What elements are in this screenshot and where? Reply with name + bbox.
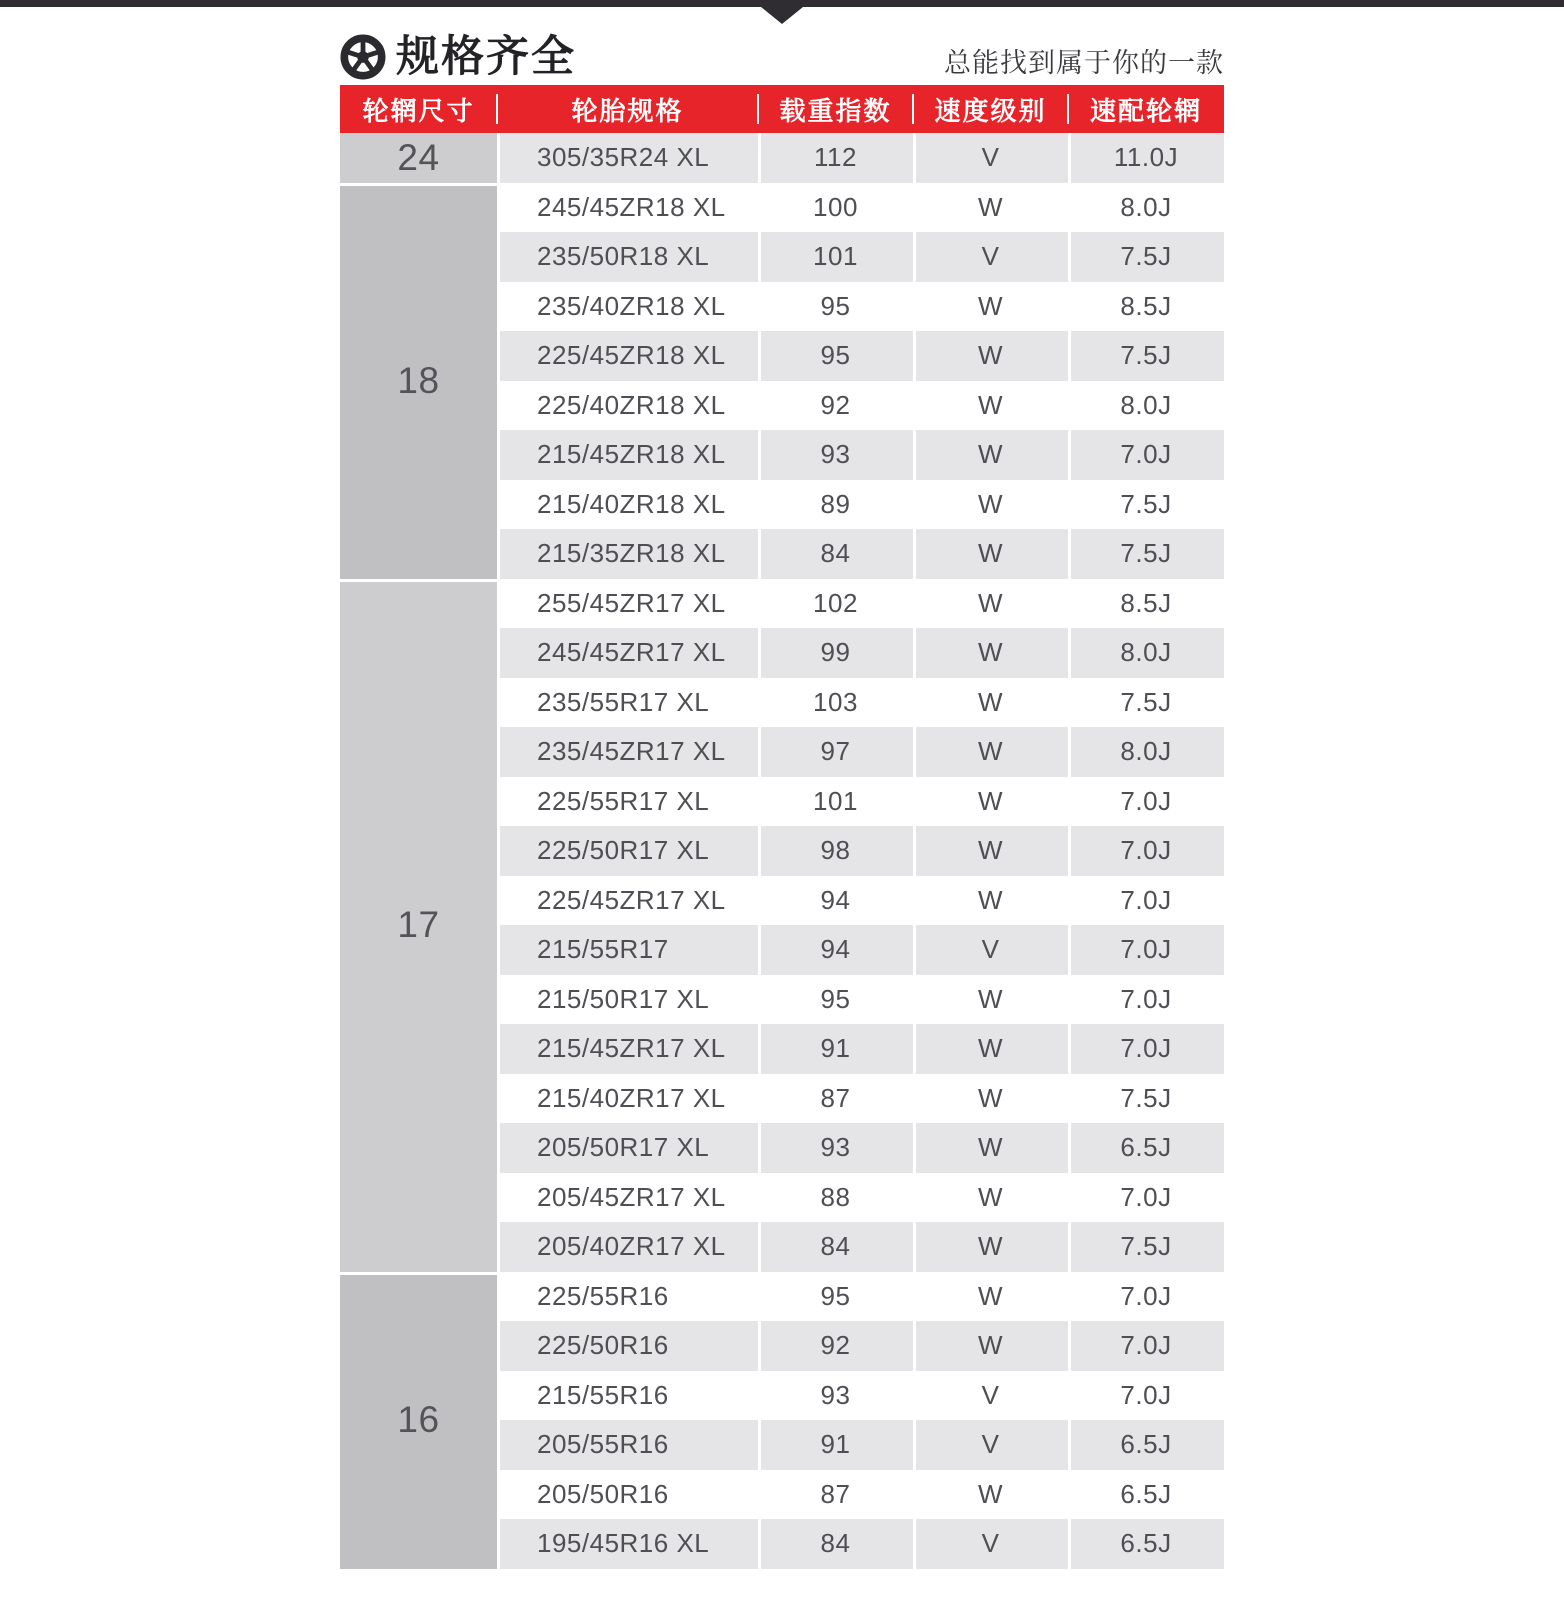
rim-match-cell: 6.5J bbox=[1068, 1519, 1224, 1569]
rim-size-cell: 16 bbox=[340, 1272, 497, 1569]
tire-spec-cell: 235/50R18 XL bbox=[497, 232, 758, 282]
speed-rating-cell: W bbox=[913, 1123, 1068, 1173]
speed-rating-cell: W bbox=[913, 777, 1068, 827]
tire-spec-cell: 205/40ZR17 XL bbox=[497, 1222, 758, 1272]
rim-match-cell: 7.0J bbox=[1068, 876, 1224, 926]
speed-rating-cell: W bbox=[913, 1272, 1068, 1322]
rim-size-cell: 17 bbox=[340, 579, 497, 1272]
tire-spec-cell: 225/45ZR17 XL bbox=[497, 876, 758, 926]
tire-spec-cell: 215/55R17 bbox=[497, 925, 758, 975]
rim-match-cell: 8.0J bbox=[1068, 727, 1224, 777]
tire-spec-cell: 215/35ZR18 XL bbox=[497, 529, 758, 579]
tire-spec-cell: 225/55R16 bbox=[497, 1272, 758, 1322]
rim-match-cell: 7.0J bbox=[1068, 1272, 1224, 1322]
load-index-cell: 92 bbox=[758, 1321, 913, 1371]
tire-spec-cell: 205/55R16 bbox=[497, 1420, 758, 1470]
tire-spec-cell: 195/45R16 XL bbox=[497, 1519, 758, 1569]
load-index-cell: 101 bbox=[758, 777, 913, 827]
table-header-row bbox=[340, 85, 1224, 133]
table-row bbox=[340, 183, 1224, 233]
load-index-cell: 89 bbox=[758, 480, 913, 530]
speed-rating-cell: V bbox=[913, 1371, 1068, 1421]
load-index-cell: 87 bbox=[758, 1470, 913, 1520]
rim-match-cell: 7.0J bbox=[1068, 925, 1224, 975]
tire-spec-cell: 225/50R16 bbox=[497, 1321, 758, 1371]
rim-match-cell: 11.0J bbox=[1068, 133, 1224, 183]
speed-rating-cell: W bbox=[913, 826, 1068, 876]
speed-rating-cell: V bbox=[913, 232, 1068, 282]
rim-match-cell: 7.0J bbox=[1068, 777, 1224, 827]
spec-table bbox=[340, 133, 1224, 1569]
rim-match-cell: 7.5J bbox=[1068, 1222, 1224, 1272]
rim-match-cell: 7.0J bbox=[1068, 430, 1224, 480]
speed-rating-cell: W bbox=[913, 1470, 1068, 1520]
tire-spec-cell: 215/40ZR18 XL bbox=[497, 480, 758, 530]
load-index-cell: 91 bbox=[758, 1024, 913, 1074]
speed-rating-cell: W bbox=[913, 1024, 1068, 1074]
speed-rating-cell: W bbox=[913, 678, 1068, 728]
rim-match-cell: 6.5J bbox=[1068, 1123, 1224, 1173]
load-index-cell: 84 bbox=[758, 1222, 913, 1272]
tire-spec-cell: 225/45ZR18 XL bbox=[497, 331, 758, 381]
column-header-rim-size: 轮辋尺寸 bbox=[340, 85, 497, 133]
rim-match-cell: 7.5J bbox=[1068, 1074, 1224, 1124]
load-index-cell: 100 bbox=[758, 183, 913, 233]
rim-match-cell: 8.5J bbox=[1068, 579, 1224, 629]
table-row bbox=[340, 133, 1224, 183]
speed-rating-cell: W bbox=[913, 282, 1068, 332]
speed-rating-cell: W bbox=[913, 1321, 1068, 1371]
load-index-cell: 102 bbox=[758, 579, 913, 629]
load-index-cell: 97 bbox=[758, 727, 913, 777]
speed-rating-cell: W bbox=[913, 975, 1068, 1025]
load-index-cell: 93 bbox=[758, 1371, 913, 1421]
speed-rating-cell: W bbox=[913, 1173, 1068, 1223]
load-index-cell: 87 bbox=[758, 1074, 913, 1124]
speed-rating-cell: W bbox=[913, 331, 1068, 381]
rim-match-cell: 7.5J bbox=[1068, 678, 1224, 728]
load-index-cell: 88 bbox=[758, 1173, 913, 1223]
table-row bbox=[340, 1272, 1224, 1322]
speed-rating-cell: W bbox=[913, 579, 1068, 629]
rim-match-cell: 7.5J bbox=[1068, 232, 1224, 282]
speed-rating-cell: V bbox=[913, 133, 1068, 183]
rim-size-cell: 18 bbox=[340, 183, 497, 579]
tire-spec-cell: 205/50R16 bbox=[497, 1470, 758, 1520]
tire-spec-cell: 305/35R24 XL bbox=[497, 133, 758, 183]
page-title: 规格齐全 bbox=[396, 33, 576, 81]
speed-rating-cell: V bbox=[913, 1420, 1068, 1470]
tire-spec-cell: 215/50R17 XL bbox=[497, 975, 758, 1025]
speed-rating-cell: V bbox=[913, 925, 1068, 975]
load-index-cell: 101 bbox=[758, 232, 913, 282]
tire-spec-cell: 215/45ZR18 XL bbox=[497, 430, 758, 480]
tire-spec-cell: 225/50R17 XL bbox=[497, 826, 758, 876]
load-index-cell: 98 bbox=[758, 826, 913, 876]
rim-match-cell: 7.0J bbox=[1068, 826, 1224, 876]
speed-rating-cell: W bbox=[913, 381, 1068, 431]
speed-rating-cell: W bbox=[913, 529, 1068, 579]
rim-match-cell: 7.5J bbox=[1068, 480, 1224, 530]
tire-spec-cell: 255/45ZR17 XL bbox=[497, 579, 758, 629]
rim-match-cell: 6.5J bbox=[1068, 1470, 1224, 1520]
load-index-cell: 84 bbox=[758, 529, 913, 579]
speed-rating-cell: V bbox=[913, 1519, 1068, 1569]
load-index-cell: 92 bbox=[758, 381, 913, 431]
rim-match-cell: 8.0J bbox=[1068, 628, 1224, 678]
load-index-cell: 95 bbox=[758, 975, 913, 1025]
tire-spec-cell: 245/45ZR18 XL bbox=[497, 183, 758, 233]
speed-rating-cell: W bbox=[913, 1222, 1068, 1272]
tire-spec-cell: 215/55R16 bbox=[497, 1371, 758, 1421]
load-index-cell: 91 bbox=[758, 1420, 913, 1470]
load-index-cell: 112 bbox=[758, 133, 913, 183]
tire-spec-cell: 225/55R17 XL bbox=[497, 777, 758, 827]
table-row bbox=[340, 579, 1224, 629]
speed-rating-cell: W bbox=[913, 430, 1068, 480]
load-index-cell: 94 bbox=[758, 876, 913, 926]
rim-match-cell: 7.0J bbox=[1068, 975, 1224, 1025]
rim-match-cell: 7.0J bbox=[1068, 1024, 1224, 1074]
tire-spec-cell: 225/40ZR18 XL bbox=[497, 381, 758, 431]
load-index-cell: 95 bbox=[758, 1272, 913, 1322]
section-header bbox=[340, 31, 1224, 83]
tire-spec-cell: 235/45ZR17 XL bbox=[497, 727, 758, 777]
tire-spec-cell: 235/40ZR18 XL bbox=[497, 282, 758, 332]
column-header-speed-rating: 速度级别 bbox=[913, 85, 1068, 133]
wheel-icon bbox=[340, 34, 386, 80]
tire-spec-cell: 205/45ZR17 XL bbox=[497, 1173, 758, 1223]
tire-spec-cell: 215/45ZR17 XL bbox=[497, 1024, 758, 1074]
rim-match-cell: 8.0J bbox=[1068, 381, 1224, 431]
rim-match-cell: 7.0J bbox=[1068, 1371, 1224, 1421]
load-index-cell: 99 bbox=[758, 628, 913, 678]
speed-rating-cell: W bbox=[913, 1074, 1068, 1124]
speed-rating-cell: W bbox=[913, 628, 1068, 678]
rim-match-cell: 7.0J bbox=[1068, 1321, 1224, 1371]
load-index-cell: 95 bbox=[758, 331, 913, 381]
rim-match-cell: 6.5J bbox=[1068, 1420, 1224, 1470]
rim-match-cell: 8.5J bbox=[1068, 282, 1224, 332]
load-index-cell: 93 bbox=[758, 430, 913, 480]
rim-size-cell: 24 bbox=[340, 133, 497, 183]
top-black-bar bbox=[0, 0, 1564, 7]
tire-spec-cell: 245/45ZR17 XL bbox=[497, 628, 758, 678]
column-header-load-index: 载重指数 bbox=[758, 85, 913, 133]
rim-match-cell: 7.0J bbox=[1068, 1173, 1224, 1223]
rim-match-cell: 7.5J bbox=[1068, 529, 1224, 579]
rim-match-cell: 7.5J bbox=[1068, 331, 1224, 381]
tire-spec-cell: 235/55R17 XL bbox=[497, 678, 758, 728]
column-header-tire-spec: 轮胎规格 bbox=[497, 85, 758, 133]
load-index-cell: 94 bbox=[758, 925, 913, 975]
speed-rating-cell: W bbox=[913, 480, 1068, 530]
speed-rating-cell: W bbox=[913, 727, 1068, 777]
notch-triangle-icon bbox=[761, 7, 803, 24]
page-subtitle: 总能找到属于你的一款 bbox=[944, 48, 1224, 78]
tire-spec-cell: 215/40ZR17 XL bbox=[497, 1074, 758, 1124]
tire-spec-cell: 205/50R17 XL bbox=[497, 1123, 758, 1173]
load-index-cell: 103 bbox=[758, 678, 913, 728]
speed-rating-cell: W bbox=[913, 876, 1068, 926]
load-index-cell: 93 bbox=[758, 1123, 913, 1173]
load-index-cell: 84 bbox=[758, 1519, 913, 1569]
speed-rating-cell: W bbox=[913, 183, 1068, 233]
rim-match-cell: 8.0J bbox=[1068, 183, 1224, 233]
column-header-rim-match: 速配轮辋 bbox=[1089, 95, 1202, 126]
load-index-cell: 95 bbox=[758, 282, 913, 332]
